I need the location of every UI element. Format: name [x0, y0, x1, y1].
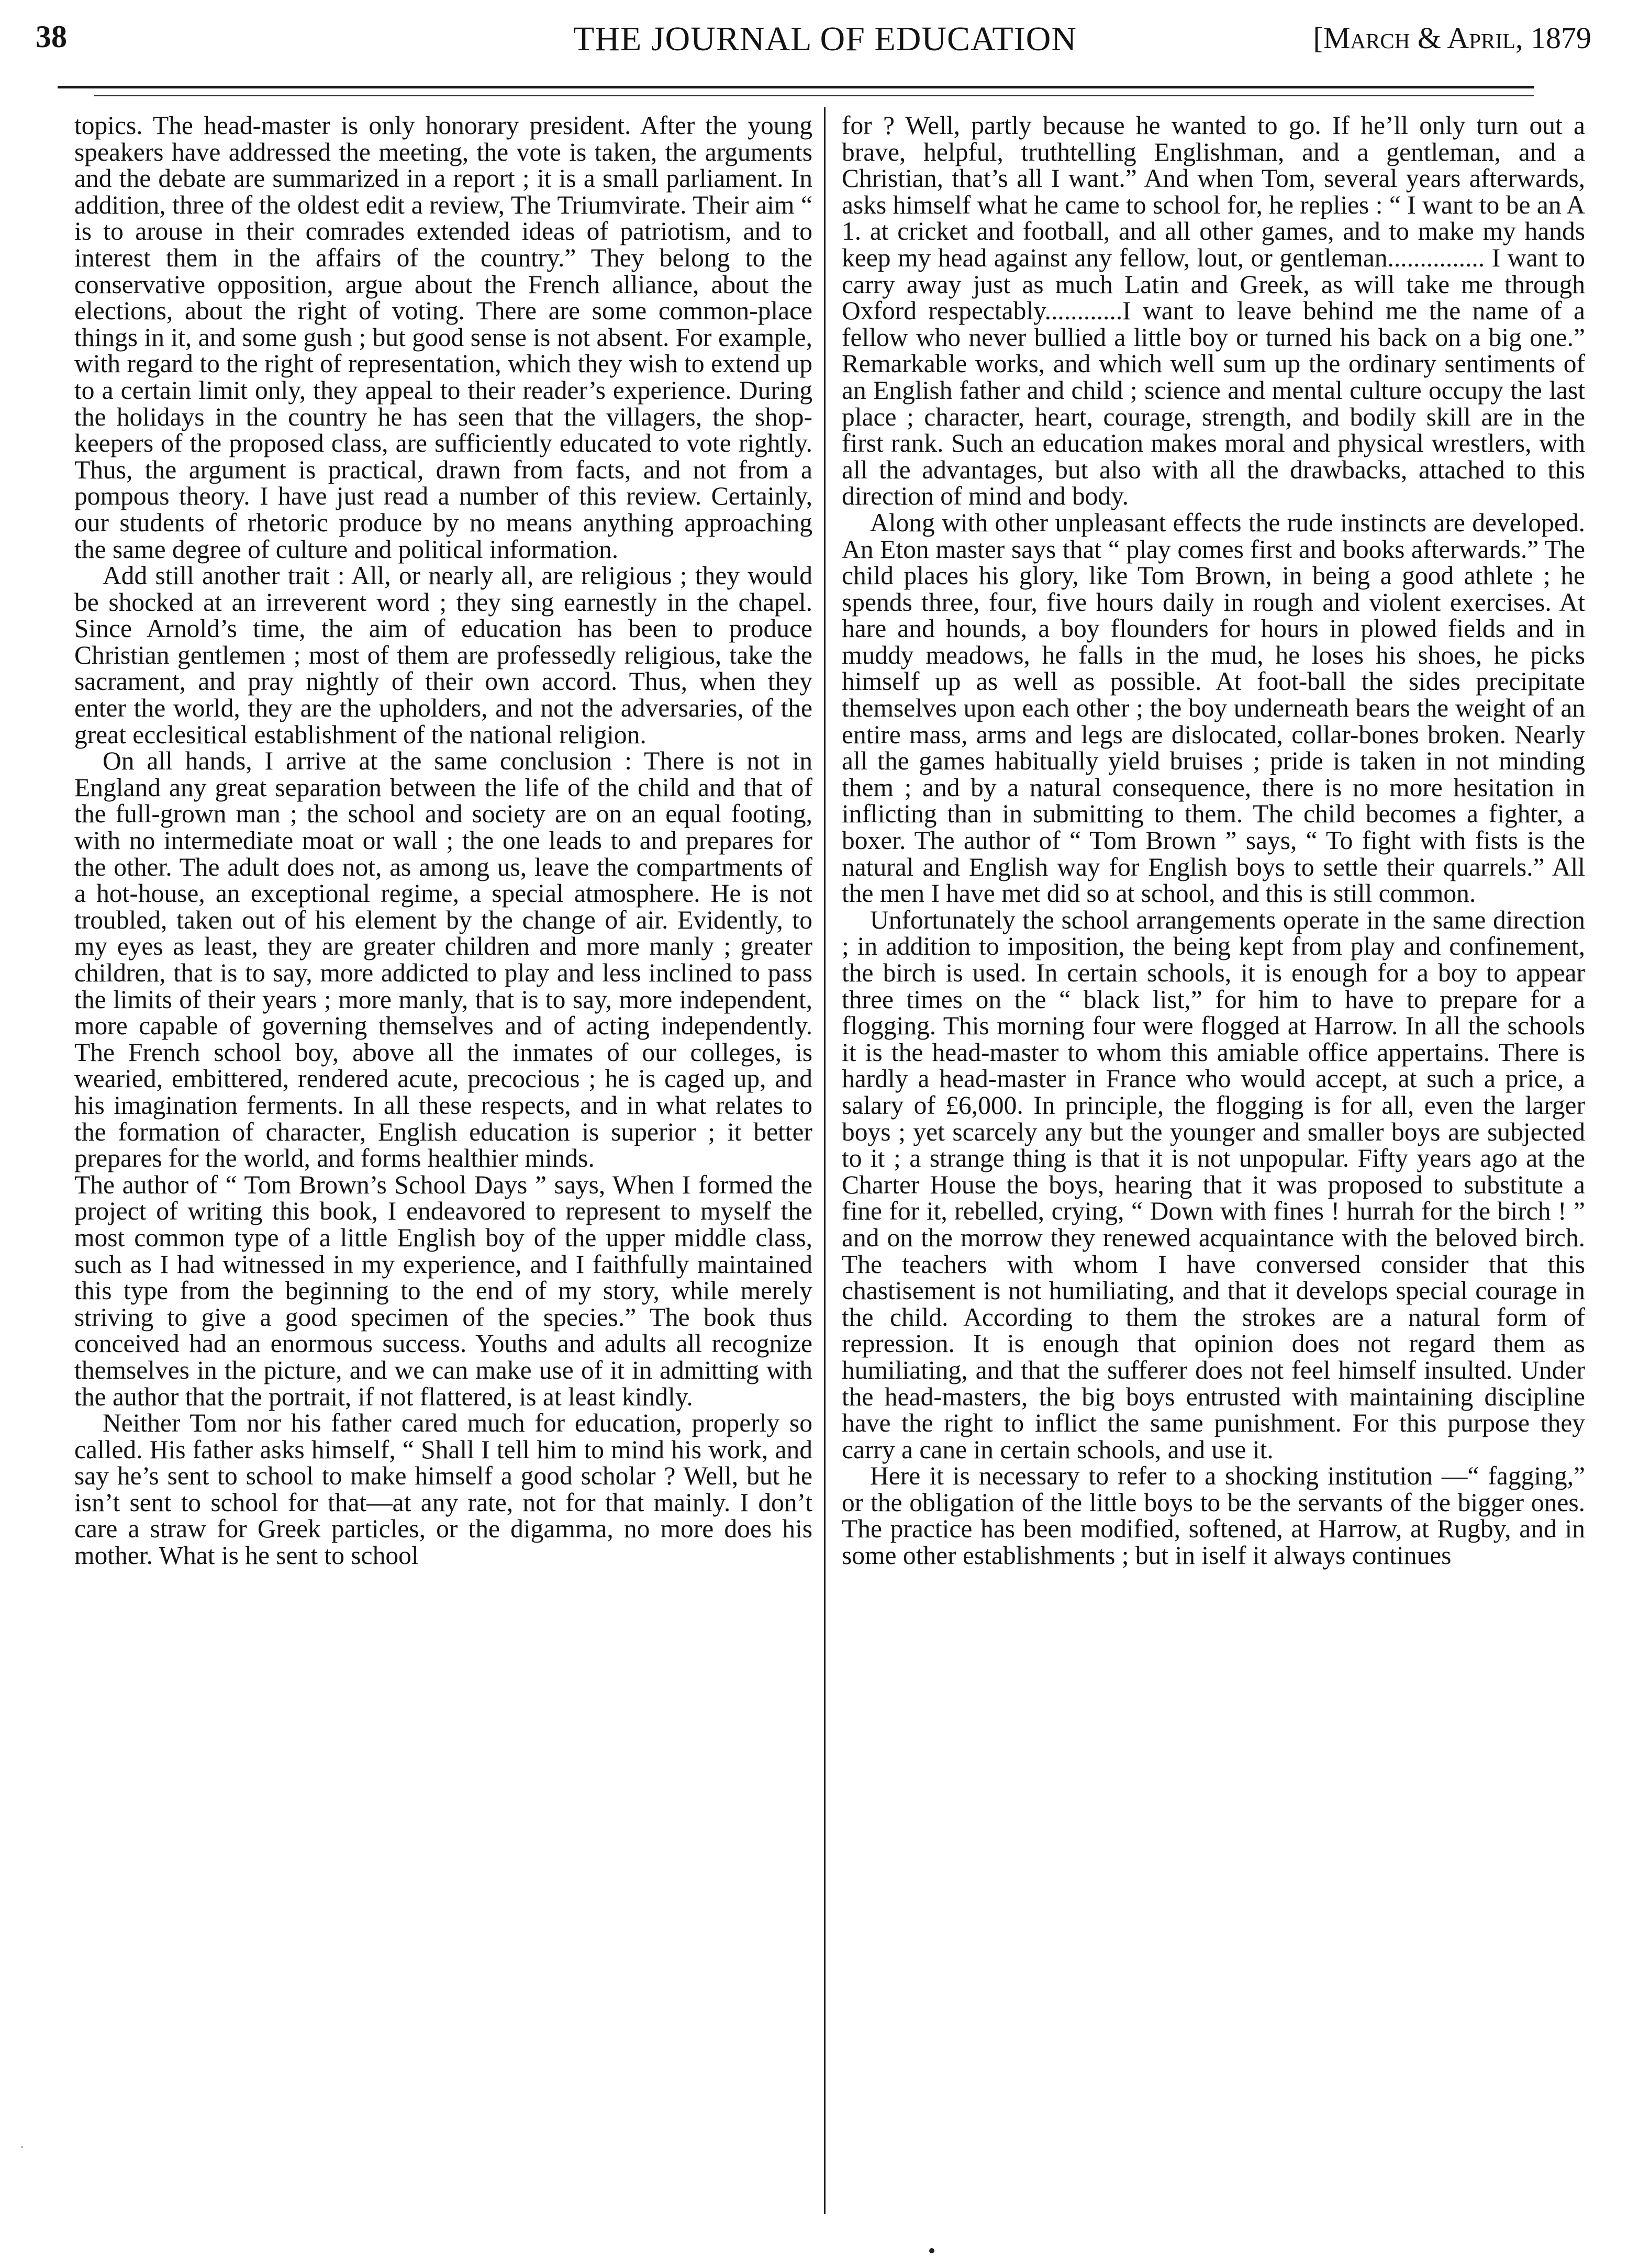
footer-dot	[929, 2248, 934, 2253]
journal-title: THE JOURNAL OF EDUCATION	[573, 20, 1077, 58]
right-paragraph-3: Unfortunately the school arrangements operate in the same direction ; in addition to imposition, the being kept from play and confinement, the birch is used. In certain schools, it is enough for a boy to appear three times on the “ black list,” for him to have to prepare for a flogging. This morning four were flogged at Harrow. In all the schools it is the head-master to whom this amiable office appertains. There is hardly a head-master in France who would accept, at such a price, a salary of £6,000. In principle, the flogging is for all, even the larger boys ; yet scarcely any but the younger and smaller boys are subjected to it ; a strange thing is that it is not unpopular. Fifty years ago at the Charter House the boys, hearing that it was proposed to substitute a fine for it, rebelled, crying, “ Down with fines ! hurrah for the birch ! ” and on the morrow they renewed acquaintance with the beloved birch. The teachers with whom I have conversed consider that this chastisement is not humiliating, and that it develops special courage in the child. According to them the strokes are a natural form of repression. It is enough that opinion does not regard them as humiliating, and that the sufferer does not feel himself insulted. Under the head-masters, the big boys entrusted with maintaining discipline have the right to inflict the same punishment. For this purpose they carry a cane in certain schools, and use it.	[842, 905, 1585, 1464]
left-column	[74, 113, 812, 2217]
right-column	[842, 113, 1585, 2217]
issue-date: [March & April, 1879	[1313, 21, 1591, 55]
right-paragraph-1: for ? Well, partly because he wanted to go. If he’ll only turn out a brave, helpful, truthtelling Englishman, and a gentleman, and a Christian, that’s all I want.” And when Tom, several years afterwards, asks himself what he came to school for, he replies : “ I want to be an A 1. at cricket and football, and all other games, and to make my hands keep my head against any fellow, lout, or gentleman............... I want to carry away just as much Latin and Greek, as will take me through Oxford respectably............I want to leave behind me the name of a fellow who never bullied a little boy or turned his back on a big one.” Remarkable works, and which well sum up the ordinary sentiments of an English father and child ; science and mental culture occupy the last place ; character, heart, courage, strength, and bodily skill are in the first rank. Such an education makes moral and physical wrestlers, with all the advantages, but also with all the drawbacks, attached to this direction of mind and body.	[842, 113, 1585, 511]
left-paragraph-2: Add still another trait : All, or nearly all, are religious ; they would be shocked at an irreverent word ; they sing earnestly in the chapel. Since Arnold’s time, the aim of education has been to produce Christian gentlemen ; most of them are professedly religious, take the sacrament, and pray nightly of their own accord. Thus, when they enter the world, they are the upholders, and not the adversaries, of the great ecclesitical establishment of the national religion.	[74, 561, 812, 749]
right-paragraph-2: Along with other unpleasant effects the rude instincts are developed. An Eton master says that “ play comes first and books afterwards.” The child places his glory, like Tom Brown, in being a good athlete ; he spends three, four, five hours daily in rough and violent exercises. At hare and hounds, a boy flounders for hours in plowed fields and in muddy meadows, he falls in the mud, he loses his shoes, he picks himself up as well as possible. At foot-ball the sides precipitate themselves upon each other ; the boy underneath bears the weight of an entire mass, arms and legs are dislocated, collar-bones broken. Nearly all the games habitually yield bruises ; pride is taken in not minding them ; and by a natural consequence, there is no more hesitation in inflicting than in submitting to them. The child becomes a fighter, a boxer. The author of “ Tom Brown ” says, “ To fight with fists is the natural and English way for English boys to settle their quarrels.” All the men I have met did so at school, and this is still common.	[842, 508, 1585, 908]
column-divider	[824, 107, 826, 2214]
page-number: 38	[36, 19, 67, 54]
left-paragraph-5: Neither Tom nor his father cared much for education, properly so called. His father asks himself, “ Shall I tell him to mind his work, and say he’s sent to school to make himself a good scholar ? Well, but he isn’t sent to school for that—at any rate, not for that mainly. I don’t care a straw for Greek particles, or the digamma, no more does his mother. What is he sent to school	[74, 1409, 812, 1570]
header-rule	[58, 86, 1534, 88]
margin-speck	[21, 2146, 23, 2148]
page-header	[0, 0, 1650, 105]
header-rule-secondary	[94, 95, 1534, 96]
left-paragraph-1: topics. The head-master is only honorary president. After the young speakers have addressed the meeting, the vote is taken, the arguments and the debate are summarized in a report ; it is a small parliament. In addition, three of the oldest edit a review, The Triumvirate. Their aim “ is to arouse in their comrades extended ideas of patriotism, and to interest them in the affairs of the country.” They belong to the conservative opposition, argue about the French alliance, about the elections, about the right of voting. There are some common-place things in it, and some gush ; but good sense is not absent. For example, with regard to the right of representation, which they wish to extend up to a certain limit only, they appeal to their reader’s experience. During the holidays in the country he has seen that the villagers, the shop-keepers of the proposed class, are sufficiently educated to vote rightly. Thus, the argument is practical, drawn from facts, and not from a pompous theory. I have just read a number of this review. Certainly, our students of rhetoric produce by no means anything approaching the same degree of culture and political information.	[74, 113, 812, 564]
right-paragraph-4: Here it is necessary to refer to a shocking institution —“ fagging,” or the obligation of the little boys to be the servants of the bigger ones. The practice has been modified, softened, at Harrow, at Rugby, and in some other establishments ; but in iself it always continues	[842, 1461, 1585, 1570]
left-paragraph-4: The author of “ Tom Brown’s School Days ” says, When I formed the project of writing this book, I endeavored to represent to myself the most common type of a little English boy of the upper middle class, such as I had witnessed in my experience, and I faithfully maintained this type from the beginning to the end of my story, while merely striving to give a good specimen of the species.” The book thus conceived had an enormous success. Youths and adults all recognize themselves in the picture, and we can make use of it in admitting with the author that the portrait, if not flattered, is at least kindly.	[74, 1170, 812, 1411]
left-paragraph-3: On all hands, I arrive at the same conclusion : There is not in England any great separation between the life of the child and that of the full-grown man ; the school and society are on an equal footing, with no intermediate moat or wall ; the one leads to and prepares for the other. The adult does not, as among us, leave the compartments of a hot-house, an exceptional regime, a special atmosphere. He is not troubled, taken out of his element by the change of air. Evidently, to my eyes as least, they are greater children and more manly ; greater children, that is to say, more addicted to play and less inclined to pass the limits of their years ; more manly, that is to say, more independent, more capable of governing themselves and of acting independently. The French school boy, above all the inmates of our colleges, is wearied, embittered, rendered acute, precocious ; he is caged up, and his imagination ferments. In all these respects, and in what relates to the formation of character, English education is superior ; it better prepares for the world, and forms healthier minds.	[74, 746, 812, 1173]
